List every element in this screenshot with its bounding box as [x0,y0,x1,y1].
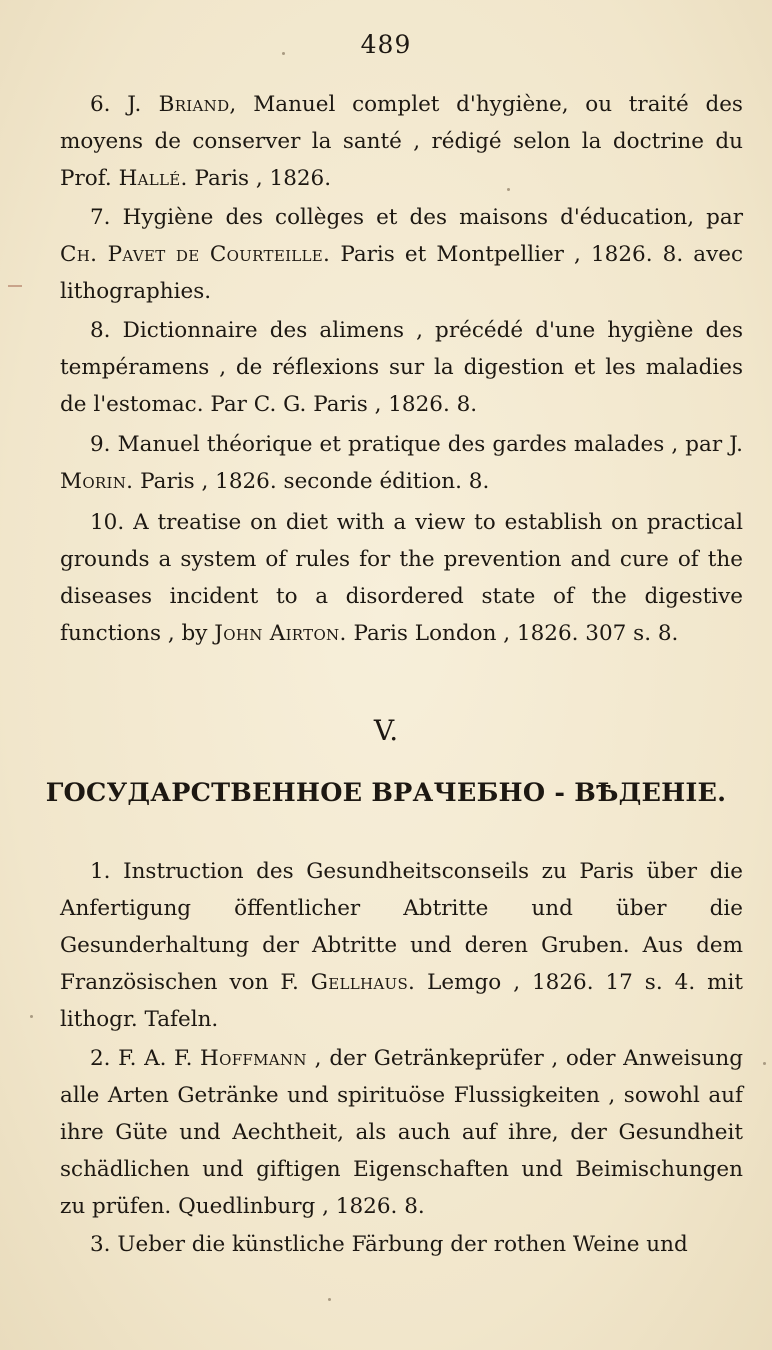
margin-mark [8,285,22,287]
bibliography-entry-10 [60,504,743,652]
entry-author-secondary: Hallé. [118,166,188,191]
entry-author: John Airton. [214,621,347,646]
entry-title: Ueber die künstliche Färbung der rothen Weine und [117,1232,688,1257]
bibliography-entry-7 [60,199,743,310]
entry-author: Hoffmann , [200,1046,322,1071]
bibliography-entry-2 [60,1040,743,1225]
entry-number: 2. [90,1046,111,1071]
entry-title: Manuel complet d'hygiène, ou traité des moyens de conserver la santé , rédigé selon la doctrine du Prof. [60,92,743,191]
section-numeral: V. [373,714,399,747]
entry-number: 8. [90,318,111,343]
entry-number: 1. [90,859,111,884]
entry-author: Morin. [60,469,134,494]
entry-number: 3. [90,1232,111,1257]
entry-title: Hygiène des collèges et des maisons d'éducation, par [122,205,743,230]
paper-speck [328,1298,331,1301]
section-heading: ГОСУДАРСТВЕННОЕ ВРАЧЕБНО - ВѢДЕНІЕ. [45,778,727,808]
entry-title: Instruction des Gesundheitsconseils zu Paris über die Anfertigung öffentlicher Abtritte und über die Gesunderhaltung der Abtritte und deren Gruben. Aus dem Französischen von F. [60,859,743,995]
bibliography-entry-1 [60,853,743,1038]
entry-title: Manuel théorique et pratique des gardes malades , par J. [117,432,743,457]
entry-title: F. A. F. [118,1046,193,1071]
bibliography-entry-3 [60,1226,743,1263]
entry-imprint: der Getränkeprüfer , oder Anweisung alle Arten Getränke und spirituöse Flussigkeiten , sowohl auf ihre Güte und Aechtheit, als auch auf ihre, der Gesundheit schädlichen und giftigen Eigenschaften und Beimischungen zu prüfen. Quedlinburg , 1826. 8. [60,1046,743,1219]
entry-imprint: Paris et Montpellier , 1826. 8. avec lithographies. [60,242,743,304]
bibliography-entry-9 [60,426,743,500]
paper-speck [282,52,285,55]
bibliography-entry-8 [60,312,743,423]
entry-imprint: Paris , 1826. seconde édition. 8. [140,469,490,494]
bibliography-entry-6 [60,86,743,197]
entry-author: Ch. Pavet de Courteille. [60,242,331,267]
entry-imprint: Lemgo , 1826. 17 s. 4. mit lithogr. Tafeln. [60,970,744,1032]
paper-speck [30,1015,33,1018]
entry-title: A treatise on diet with a view to establish on practical grounds a system of rules for the prevention and cure of the diseases incident to a disordered state of the digestive functions , by [60,510,743,646]
entry-number: 6. [90,92,111,117]
paper-speck [763,1062,766,1065]
entry-title: Dictionnaire des alimens , précédé d'une hygiène des tempéramens , de réflexions sur la digestion et les maladies de l'estomac. Par C. G. Paris , 1826. 8. [60,318,743,417]
entry-number: 10. [90,510,125,535]
entry-number: 9. [90,432,111,457]
paper-speck [507,188,510,191]
entry-imprint: Paris , 1826. [194,166,332,191]
entry-author: J. Briand, [127,92,237,117]
entry-author: Gellhaus. [310,970,416,995]
page-number: 489 [360,30,412,59]
entry-number: 7. [90,205,111,230]
entry-imprint: Paris London , 1826. 307 s. 8. [353,621,679,646]
